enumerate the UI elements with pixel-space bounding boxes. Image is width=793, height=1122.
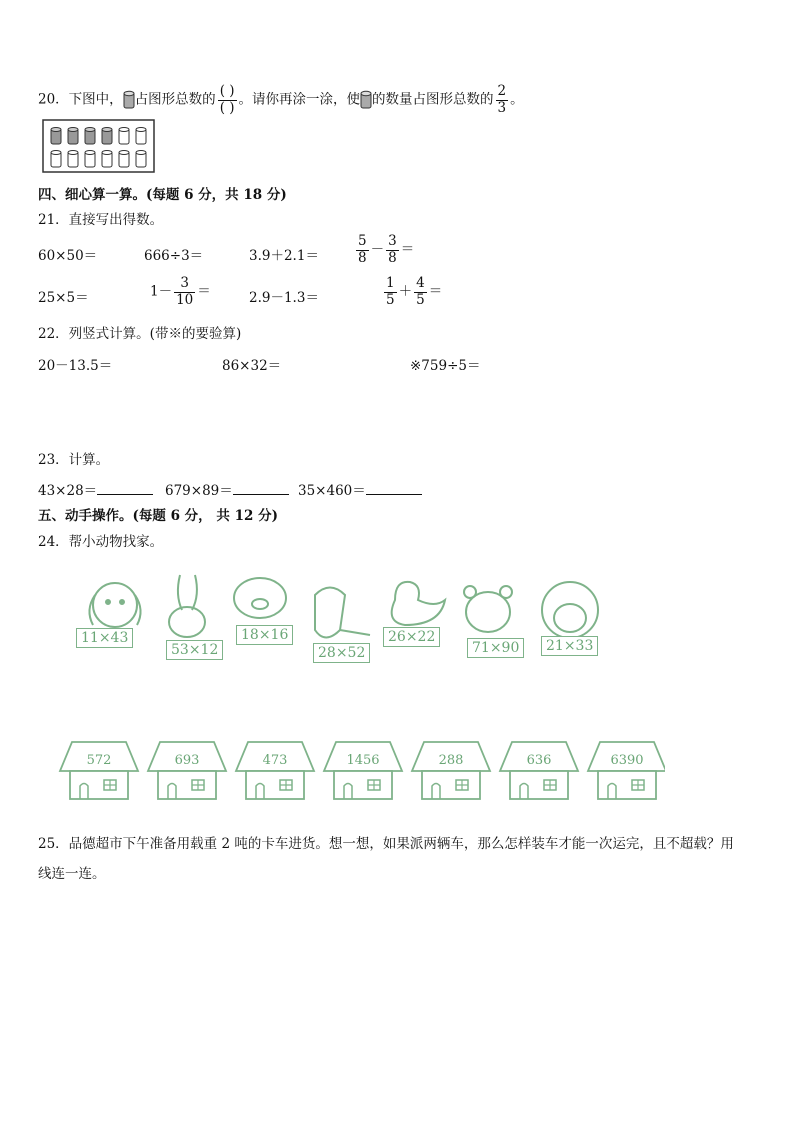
goat-icon: [315, 588, 370, 638]
q24-title: 24．帮小动物找家。: [38, 534, 164, 550]
q23-e3-wrap: [298, 479, 422, 499]
fraction-numerator: 4: [416, 275, 425, 291]
fraction-numerator: 5: [358, 233, 367, 249]
q23-e1-wrap: [38, 479, 153, 499]
operator: －: [370, 241, 385, 258]
q21-r2c4: [382, 276, 442, 308]
fraction: [414, 276, 427, 308]
fraction: [174, 276, 195, 308]
operator: ＋: [398, 283, 413, 300]
expression-prefix: 1－: [150, 283, 173, 300]
fraction: [386, 234, 399, 266]
q20-end: 。: [510, 91, 524, 108]
q23-title: 23．计算。: [38, 452, 110, 468]
q22-title: 22．列竖式计算。(带※的要验算): [38, 326, 242, 342]
cylinder-icon[interactable]: [136, 151, 146, 168]
answer-blank[interactable]: [97, 480, 153, 495]
house-number: 288: [438, 753, 464, 768]
dog-icon: [89, 583, 140, 627]
house-1456[interactable]: [324, 742, 402, 799]
cylinder-icon[interactable]: [119, 151, 129, 168]
equals-sign: ＝: [428, 283, 443, 300]
house-473[interactable]: [236, 742, 314, 799]
animal-sign-bear[interactable]: 71×90: [467, 638, 524, 658]
q21-title: 21．直接写出得数。: [38, 212, 164, 228]
question-20: [38, 84, 524, 116]
q23-e1: 43×28＝: [38, 483, 98, 499]
animal-sign-goat[interactable]: 28×52: [313, 643, 370, 663]
house-number: 1456: [346, 753, 380, 768]
shaded-cylinder-icon[interactable]: [85, 128, 95, 145]
house-number: 693: [174, 753, 200, 768]
house-636[interactable]: [500, 742, 578, 799]
animal-sign-dog[interactable]: 11×43: [76, 628, 133, 648]
fraction-denominator: 8: [358, 249, 367, 266]
q25-line2: 线连一连。: [38, 866, 106, 882]
q21-r1c2: 666÷3＝: [144, 248, 204, 264]
house-6390[interactable]: [588, 742, 665, 799]
cylinder-icon[interactable]: [85, 151, 95, 168]
q25-line1: 25．品德超市下午准备用载重 2 吨的卡车进货。想一想，如果派两辆车，那么怎样装车才能一次运完，且不超载？用: [38, 836, 734, 852]
fraction-denominator: 5: [386, 291, 395, 308]
answer-blank[interactable]: [233, 480, 289, 495]
section-5-title: 五、动手操作。(每题 6 分， 共 12 分): [38, 508, 278, 524]
fraction-denominator: 3: [497, 99, 507, 116]
q22-e2: 86×32＝: [222, 358, 282, 374]
q21-r2c2: [150, 276, 211, 308]
animal-sign-rabbit[interactable]: 53×12: [166, 640, 223, 660]
q21-r1c3: 3.9＋2.1＝: [249, 248, 319, 264]
fraction-numerator: 3: [388, 233, 397, 249]
fraction-numerator: 1: [386, 275, 395, 291]
animal-sign-pig[interactable]: 18×16: [236, 625, 293, 645]
section-4-title: 四、细心算一算。(每题 6 分，共 18 分): [38, 187, 287, 203]
house-572[interactable]: [60, 742, 138, 799]
q20-blank-numerator[interactable]: ( ): [219, 83, 235, 99]
cylinders-figure[interactable]: [42, 119, 156, 174]
fraction-denominator: 10: [176, 291, 194, 308]
q23-e2-wrap: [165, 479, 289, 499]
house-number: 636: [526, 753, 552, 768]
cylinder-icon[interactable]: [51, 151, 61, 168]
houses-row[interactable]: [55, 736, 665, 804]
house-number: 572: [86, 753, 112, 768]
fraction: [356, 234, 369, 266]
q21-r2c3: 2.9－1.3＝: [249, 290, 319, 306]
q21-r2c1: 25×5＝: [38, 290, 89, 306]
cylinder-icon: [123, 90, 135, 110]
equals-sign: ＝: [197, 283, 211, 300]
fraction-numerator: 3: [174, 276, 195, 293]
fraction-numerator: 2: [497, 83, 507, 99]
pig-icon: [234, 578, 286, 618]
shaded-cylinder-icon[interactable]: [68, 128, 78, 145]
q22-e3: ※759÷5＝: [410, 358, 481, 374]
cylinder-icon[interactable]: [136, 128, 146, 145]
house-693[interactable]: [148, 742, 226, 799]
cylinder-icon[interactable]: [102, 151, 112, 168]
q22-e1: 20－13.5＝: [38, 358, 113, 374]
house-number: 6390: [610, 753, 644, 768]
q20-part3: 的数量占图形总数的: [372, 91, 494, 108]
q21-r1c1: 60×50＝: [38, 248, 98, 264]
q20-blank-denominator[interactable]: ( ): [219, 99, 235, 116]
q20-answer-fraction[interactable]: [218, 84, 237, 116]
equals-sign: ＝: [400, 241, 415, 258]
fraction: [384, 276, 397, 308]
rabbit-icon: [169, 575, 205, 637]
q20-part1: 占图形总数的: [134, 91, 216, 108]
q21-r1c4: [354, 234, 414, 266]
bear-icon: [464, 586, 512, 632]
animal-sign-monkey[interactable]: 21×33: [541, 636, 598, 656]
fraction-denominator: 8: [388, 249, 397, 266]
q23-e2: 679×89＝: [165, 483, 233, 499]
cylinder-icon[interactable]: [68, 151, 78, 168]
cylinder-icon: [360, 90, 372, 110]
q23-e3: 35×460＝: [298, 483, 366, 499]
shaded-cylinder-icon[interactable]: [51, 128, 61, 145]
q20-prefix: 20．下图中，: [38, 91, 123, 108]
cylinder-icon[interactable]: [119, 128, 129, 145]
answer-blank[interactable]: [366, 480, 422, 495]
shaded-cylinder-icon[interactable]: [102, 128, 112, 145]
monkey-icon: [542, 582, 598, 638]
q20-part2: 。请你再涂一涂，使: [238, 91, 361, 108]
q20-target-fraction: [496, 84, 509, 116]
duck-icon: [392, 582, 445, 625]
animal-sign-duck[interactable]: 26×22: [383, 627, 440, 647]
house-288[interactable]: [412, 742, 490, 799]
house-number: 473: [262, 753, 288, 768]
fraction-denominator: 5: [416, 291, 425, 308]
